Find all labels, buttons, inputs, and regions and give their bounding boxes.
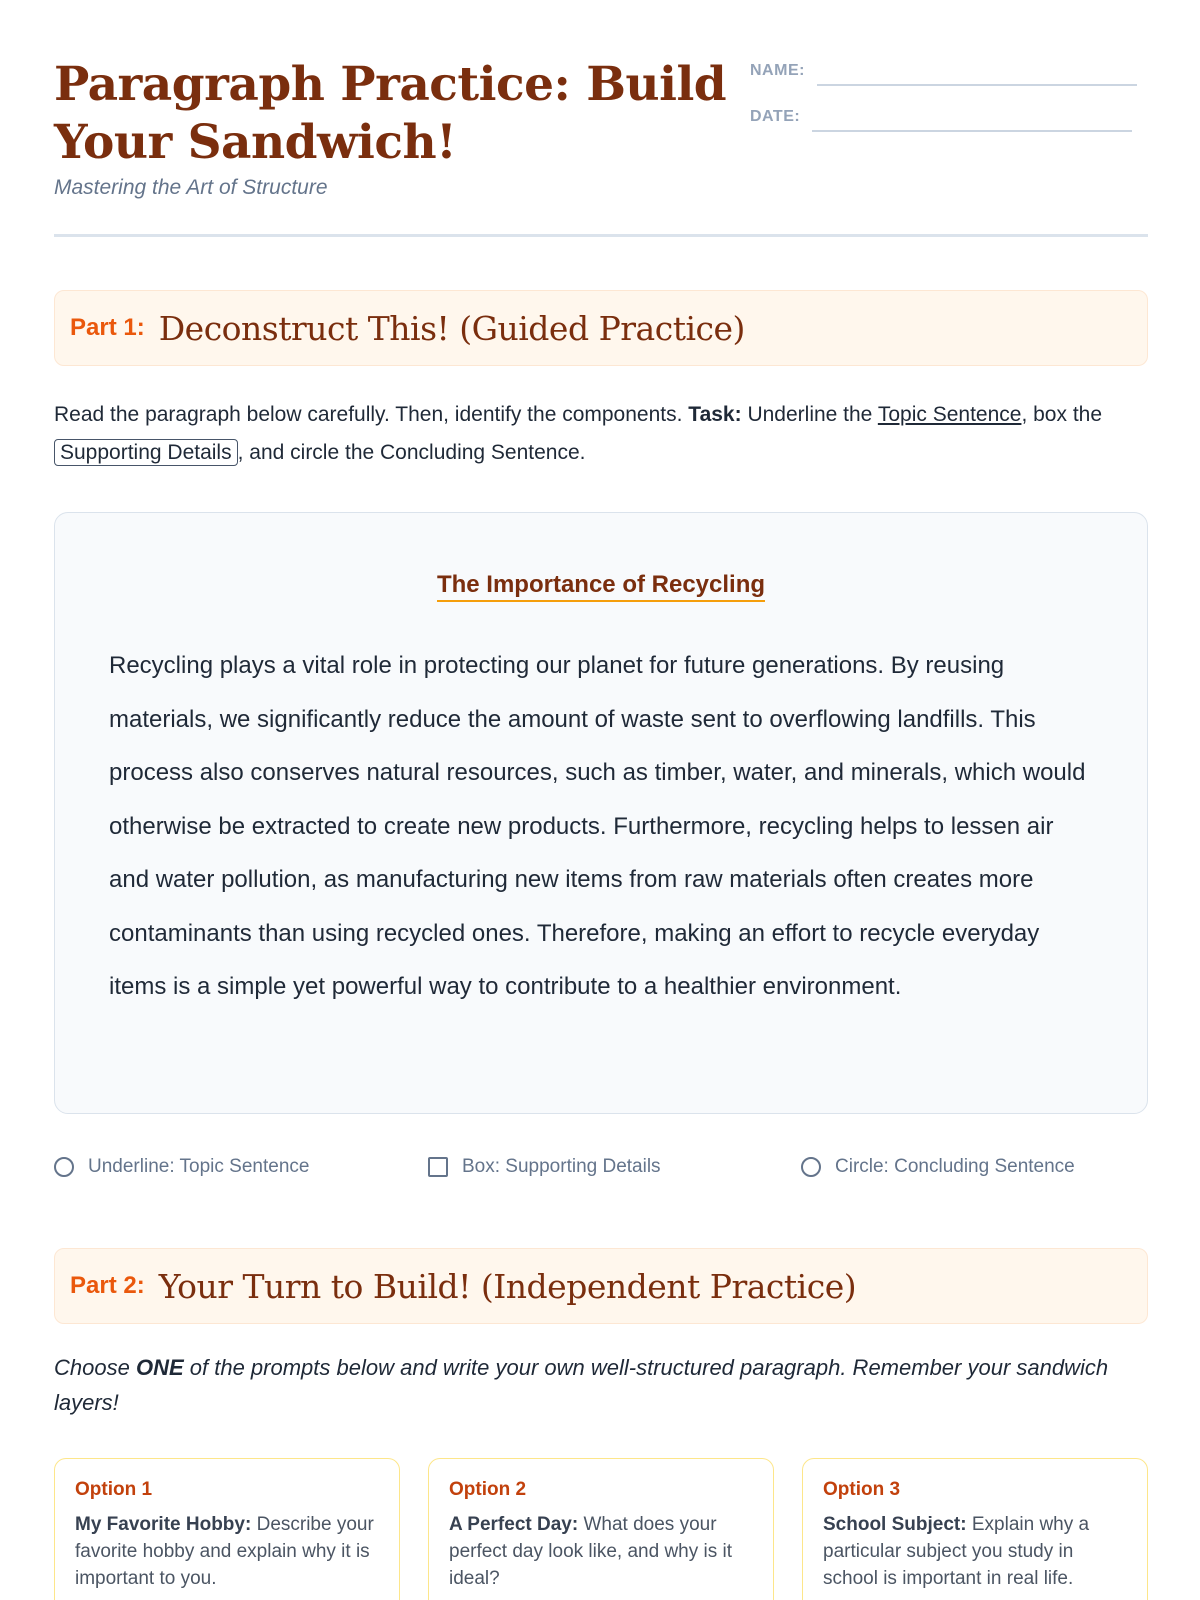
option-card-1[interactable]	[54, 1458, 400, 1600]
checklist-item-circle[interactable]	[801, 1156, 1075, 1178]
page-subtitle: Mastering the Art of Structure	[54, 176, 328, 199]
worksheet-page	[54, 0, 1148, 1600]
passage-title: The Importance of Recycling	[437, 571, 765, 602]
option-heading: My Favorite Hobby:	[75, 1514, 252, 1535]
date-line[interactable]	[812, 130, 1132, 132]
checklist-label: Circle: Concluding Sentence	[835, 1156, 1075, 1177]
instr-topic-sentence: Topic Sentence	[877, 403, 1022, 426]
part2-banner	[54, 1248, 1148, 1324]
circle-checkbox-icon[interactable]	[54, 1157, 74, 1177]
part1-label: Part 1:	[70, 314, 145, 341]
page-title: Paragraph Practice: Build Your Sandwich!	[54, 57, 727, 170]
instr-task-label: Task:	[688, 403, 742, 426]
instr2-text-b: of the prompts below and write your own well-structured paragraph. Remember your sandwich layers!	[54, 1355, 1109, 1415]
date-field[interactable]	[750, 108, 1132, 126]
header-divider	[54, 234, 1148, 237]
option-label: Option 3	[823, 1479, 901, 1500]
part1-banner	[54, 290, 1148, 366]
option-label: Option 1	[75, 1479, 153, 1500]
option-heading: A Perfect Day:	[449, 1514, 579, 1535]
option-text	[823, 1511, 1127, 1592]
part1-instructions	[54, 396, 1148, 472]
instr-text-a: Read the paragraph below carefully. Then, identify the components.	[54, 403, 683, 426]
option-description: Describe your favorite hobby and explain why it is important to you.	[75, 1514, 374, 1589]
checklist-item-box[interactable]	[428, 1156, 661, 1178]
option-label: Option 2	[449, 1479, 527, 1500]
name-field[interactable]	[750, 62, 1137, 80]
passage-text: Recycling plays a vital role in protecting our planet for future generations. By reusing materials, we significantly reduce the amount of waste sent to overflowing landfills. This process also conserves natural resources, such as timber, water, and minerals, which would otherwise be extracted to create new products. Furthermore, recycling helps to lessen air and water pollution, as manufacturing new items from raw materials often creates more contaminants than using recycled ones. Therefore, making an effort to recycle everyday items is a simple yet powerful way to contribute to a healthier environment.	[109, 652, 1086, 1000]
instr-text-d: , and circle the Concluding Sentence.	[237, 441, 586, 464]
instr2-one: ONE	[135, 1355, 184, 1380]
checklist-label: Underline: Topic Sentence	[88, 1156, 310, 1177]
part1-title: Deconstruct This! (Guided Practice)	[158, 308, 745, 348]
part2-label: Part 2:	[70, 1272, 145, 1299]
date-label: DATE:	[750, 108, 801, 125]
instr-text-c: , box the	[1021, 403, 1103, 426]
passage-card	[54, 512, 1148, 1114]
instr-supporting-details: Supporting Details	[54, 439, 238, 466]
option-description: Explain why a particular subject you study in school is important in real life.	[823, 1514, 1090, 1589]
name-line[interactable]	[817, 84, 1137, 86]
instr-text-b: Underline the	[747, 403, 873, 426]
option-card-2[interactable]	[428, 1458, 774, 1600]
option-text	[449, 1511, 753, 1592]
option-card-3[interactable]	[802, 1458, 1148, 1600]
option-description: What does your perfect day look like, and why is it ideal?	[449, 1514, 733, 1589]
checklist-item-underline[interactable]	[54, 1156, 309, 1178]
name-label: NAME:	[750, 62, 805, 79]
part2-instructions	[54, 1350, 1148, 1420]
passage-title-wrap	[55, 571, 1147, 599]
instr2-text-a: Choose	[54, 1355, 130, 1380]
option-heading: School Subject:	[823, 1514, 967, 1535]
circle-checkbox-icon[interactable]	[801, 1157, 821, 1177]
square-checkbox-icon[interactable]	[428, 1157, 448, 1177]
checklist-label: Box: Supporting Details	[462, 1156, 661, 1177]
option-text	[75, 1511, 379, 1592]
part2-title: Your Turn to Build! (Independent Practice)	[158, 1266, 857, 1306]
